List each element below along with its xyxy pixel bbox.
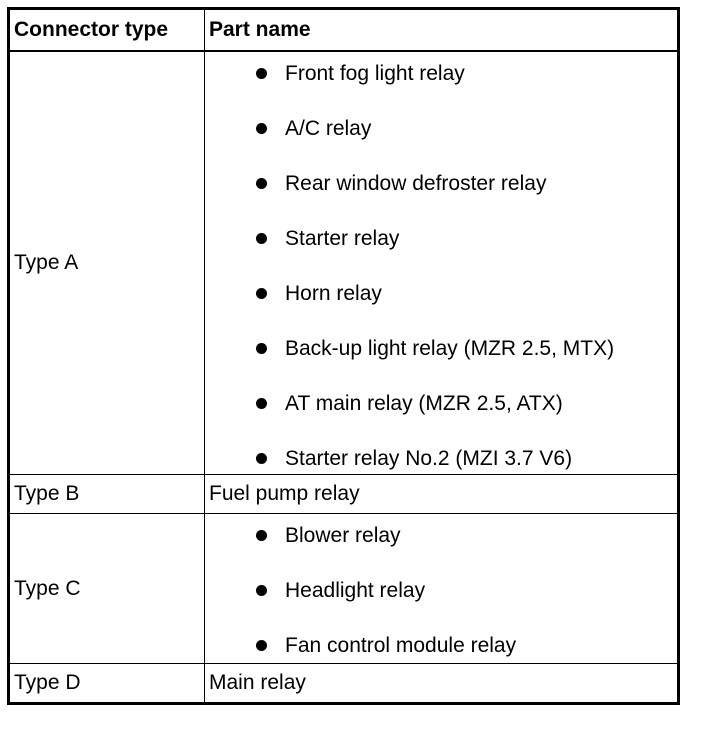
header-row: [9, 9, 679, 52]
connector-part-table: [7, 7, 680, 705]
list-item: Back-up light relay (MZR 2.5, MTX): [209, 335, 673, 362]
part-name-cell: Fuel pump relay: [205, 475, 679, 514]
part-name-cell: [205, 51, 679, 475]
table-row-type-d: [9, 664, 679, 704]
list-item: Fan control module relay: [209, 632, 673, 659]
part-name-header: Part name: [205, 9, 679, 52]
list-item: AT main relay (MZR 2.5, ATX): [209, 390, 673, 417]
connector-type-cell: Type B: [9, 475, 205, 514]
part-name-cell: Main relay: [205, 664, 679, 704]
part-list: [209, 60, 673, 472]
list-item: A/C relay: [209, 115, 673, 142]
table-row-type-b: [9, 475, 679, 514]
connector-type-cell: Type C: [9, 514, 205, 664]
part-name-cell: [205, 514, 679, 664]
connector-type-cell: Type A: [9, 51, 205, 475]
list-item: Rear window defroster relay: [209, 170, 673, 197]
list-item: Starter relay: [209, 225, 673, 252]
table-row-type-c: [9, 514, 679, 664]
connector-type-cell: Type D: [9, 664, 205, 704]
table-row-type-a: [9, 51, 679, 475]
connector-type-header: Connector type: [9, 9, 205, 52]
list-item: Headlight relay: [209, 577, 673, 604]
list-item: Front fog light relay: [209, 60, 673, 87]
list-item: Horn relay: [209, 280, 673, 307]
list-item: Starter relay No.2 (MZI 3.7 V6): [209, 445, 673, 472]
list-item: Blower relay: [209, 522, 673, 549]
part-list: [209, 522, 673, 659]
